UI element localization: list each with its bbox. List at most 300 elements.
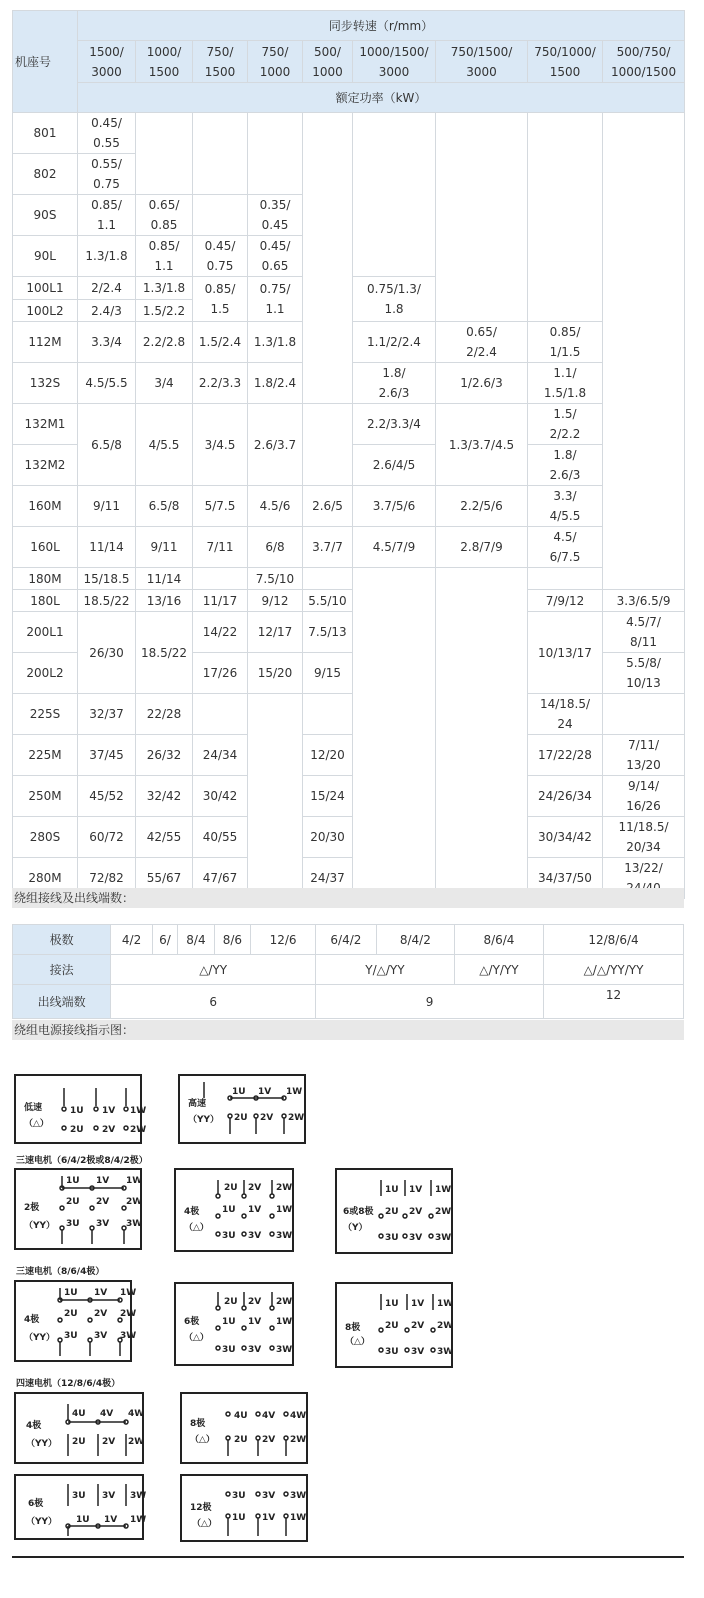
terminal-3v: 3V [248, 1345, 262, 1355]
speed-label: 高速 [188, 1099, 207, 1109]
power-cell: 12/20 [303, 735, 353, 776]
speed-header: 同步转速（r/mm） [78, 11, 685, 41]
conn-label: （△） [184, 1333, 209, 1343]
frame-cell: 160L [13, 527, 78, 568]
terminals-cell: 9 [316, 985, 544, 1019]
terminal-3v: 3V [102, 1491, 116, 1501]
wiring-svg [176, 1284, 296, 1368]
power-cell: 4/5.5 [136, 404, 193, 486]
terminal-4w: 4W [128, 1409, 145, 1419]
power-cell: 1.1/ 1.5/1.8 [528, 363, 603, 404]
conn-label: （△） [184, 1223, 209, 1233]
diagram-2-pole [14, 1168, 142, 1250]
terminal-2v: 2V [248, 1297, 262, 1307]
terminal-2v: 2V [409, 1207, 423, 1217]
power-cell: 2.8/7/9 [436, 527, 528, 568]
terminal-3w: 3W [126, 1219, 143, 1229]
power-cell: 24/34 [193, 735, 248, 776]
terminal-2w: 2W [290, 1435, 307, 1445]
wiring-svg [176, 1170, 296, 1254]
empty-cell [193, 195, 248, 236]
pole-cell: 4/2 [111, 925, 153, 955]
empty-cell [193, 694, 248, 735]
terminal-2v: 2V [411, 1321, 425, 1331]
empty-cell [303, 113, 353, 404]
power-cell: 0.65/ 0.85 [136, 195, 193, 236]
empty-cell [136, 113, 193, 195]
terminal-1v: 1V [248, 1317, 262, 1327]
power-cell: 1.8/2.4 [248, 363, 303, 404]
terminal-2u: 2U [234, 1113, 248, 1123]
terminal-3w: 3W [276, 1345, 293, 1355]
power-cell: 18.5/22 [78, 590, 136, 612]
power-cell: 3.7/7 [303, 527, 353, 568]
terminal-4u: 4U [234, 1411, 248, 1421]
terminal-3v: 3V [411, 1347, 425, 1357]
pole-cell: 12/6 [251, 925, 316, 955]
wiring-svg [16, 1394, 146, 1466]
power-cell: 5.5/8/ 10/13 [603, 653, 685, 694]
terminal-2v: 2V [102, 1437, 116, 1447]
wiring-svg [182, 1476, 310, 1544]
terminal-3v: 3V [248, 1231, 262, 1241]
terminal-2w: 2W [276, 1297, 293, 1307]
power-cell: 20/30 [303, 817, 353, 858]
speed-col-4: 750/ 1000 [248, 41, 303, 83]
power-cell: 1.3/1.8 [136, 277, 193, 300]
power-cell: 60/72 [78, 817, 136, 858]
terminal-2v: 2V [260, 1113, 274, 1123]
power-cell: 7/9/12 [528, 590, 603, 612]
power-cell: 2.2/2.8 [136, 322, 193, 363]
power-cell: 2.2/3.3 [193, 363, 248, 404]
power-cell: 17/22/28 [528, 735, 603, 776]
terminal-1u: 1U [222, 1317, 236, 1327]
empty-cell [303, 404, 353, 486]
power-cell: 15/20 [248, 653, 303, 694]
diagram-6-pole-four-speed [14, 1474, 147, 1540]
empty-cell [248, 113, 303, 195]
frame-cell: 132M2 [13, 445, 78, 486]
empty-cell [436, 113, 528, 322]
power-cell: 4.5/5.5 [78, 363, 136, 404]
power-cell: 7.5/10 [248, 568, 303, 590]
diagram-4-pole-yy [14, 1280, 137, 1362]
diagram-4-pole [174, 1168, 294, 1252]
terminal-1u: 1U [66, 1176, 80, 1186]
wiring-svg [180, 1076, 308, 1146]
terminal-1w: 1W [276, 1205, 293, 1215]
frame-cell: 112M [13, 322, 78, 363]
bottom-divider [12, 1556, 684, 1558]
terminal-1v: 1V [411, 1299, 425, 1309]
diagram-low-speed [14, 1074, 147, 1144]
power-cell: 34/37/50 [528, 858, 603, 899]
terminal-3v: 3V [409, 1233, 423, 1243]
method-label: 接法 [13, 955, 111, 985]
pole-label: 6或8极 [343, 1207, 374, 1217]
terminal-1u: 1U [385, 1185, 399, 1195]
connection-table [12, 924, 684, 1019]
terminal-2v: 2V [96, 1197, 110, 1207]
method-cell: △/△/YY/YY [544, 955, 684, 985]
power-cell: 7/11/ 13/20 [603, 735, 685, 776]
power-cell: 0.45/ 0.65 [248, 236, 303, 277]
terminals-cell: 12 [544, 985, 684, 1019]
pole-cell: 8/4 [178, 925, 214, 955]
power-cell: 42/55 [136, 817, 193, 858]
terminal-2u: 2U [72, 1437, 86, 1447]
power-cell: 0.45/ 0.55 [78, 113, 136, 154]
power-cell: 1.3/1.8 [248, 322, 303, 363]
power-cell: 55/67 [136, 858, 193, 899]
empty-cell [436, 568, 528, 899]
pole-label: 4极 [24, 1315, 40, 1325]
terminal-3u: 3U [385, 1233, 399, 1243]
power-cell: 4.5/7/ 8/11 [603, 612, 685, 653]
power-cell: 3.7/5/6 [353, 486, 436, 527]
power-cell: 9/15 [303, 653, 353, 694]
power-cell: 32/37 [78, 694, 136, 735]
power-cell: 2.6/3.7 [248, 404, 303, 486]
terminal-3v: 3V [94, 1331, 108, 1341]
conn-label: （YY） [24, 1221, 56, 1231]
diagram-12-pole [180, 1474, 308, 1542]
power-cell: 3.3/4 [78, 322, 136, 363]
section-three-speed-a: 三速电机（6/4/2极或8/4/2极） [16, 1156, 148, 1166]
power-cell: 2/2.4 [78, 277, 136, 300]
power-cell: 9/11 [136, 527, 193, 568]
frame-cell: 225S [13, 694, 78, 735]
frame-cell: 200L2 [13, 653, 78, 694]
empty-cell [193, 113, 248, 195]
power-cell: 3.3/ 4/5.5 [528, 486, 603, 527]
power-cell: 1.5/2.2 [136, 300, 193, 322]
power-cell: 40/55 [193, 817, 248, 858]
diagram-8-pole-four-speed [180, 1392, 308, 1464]
terminal-3u: 3U [66, 1219, 80, 1229]
terminal-1u: 1U [232, 1513, 246, 1523]
empty-cell [193, 568, 248, 590]
conn-label: （YY） [26, 1439, 58, 1449]
power-cell: 9/11 [78, 486, 136, 527]
terminal-1w: 1W [120, 1288, 137, 1298]
power-cell: 3/4 [136, 363, 193, 404]
terminal-2w: 2W [126, 1197, 143, 1207]
terminal-1w: 1W [437, 1299, 454, 1309]
empty-cell [603, 694, 685, 735]
power-cell: 0.85/ 1.5 [193, 277, 248, 322]
wiring-svg [16, 1076, 147, 1146]
terminal-2w: 2W [128, 1437, 145, 1447]
power-cell: 0.45/ 0.75 [193, 236, 248, 277]
power-cell: 1.8/ 2.6/3 [528, 445, 603, 486]
terminal-3v: 3V [262, 1491, 276, 1501]
pole-cell: 8/6/4 [454, 925, 543, 955]
terminal-1v: 1V [248, 1205, 262, 1215]
terminal-1v: 1V [262, 1513, 276, 1523]
frame-cell: 280M [13, 858, 78, 899]
power-cell: 1.3/3.7/4.5 [436, 404, 528, 486]
power-cell: 6.5/8 [136, 486, 193, 527]
conn-label: （YY） [188, 1115, 220, 1125]
power-cell: 37/45 [78, 735, 136, 776]
method-cell: △/Y/YY [454, 955, 543, 985]
power-cell: 7.5/13 [303, 612, 353, 653]
power-cell: 13/22/ [603, 858, 685, 899]
terminal-2u: 2U [66, 1197, 80, 1207]
empty-cell [528, 568, 603, 590]
empty-cell [353, 113, 436, 277]
power-cell: 1.3/1.8 [78, 236, 136, 277]
terminal-1u: 1U [385, 1299, 399, 1309]
terminal-1w: 1W [126, 1176, 143, 1186]
speed-col-8: 750/1000/ 1500 [528, 41, 603, 83]
terminal-1u: 1U [76, 1515, 90, 1525]
power-cell: 0.65/ 2/2.4 [436, 322, 528, 363]
terminal-2w: 2W [130, 1125, 147, 1135]
terminal-2v: 2V [262, 1435, 276, 1445]
power-cell: 9/12 [248, 590, 303, 612]
power-cell: 0.85/ 1.1 [78, 195, 136, 236]
terminal-2w: 2W [288, 1113, 305, 1123]
speed-col-5: 500/ 1000 [303, 41, 353, 83]
terminal-1v: 1V [94, 1288, 108, 1298]
wiring-svg [16, 1170, 144, 1252]
terminal-2w: 2W [120, 1309, 137, 1319]
terminal-3w: 3W [130, 1491, 147, 1501]
power-cell: 18.5/22 [136, 612, 193, 694]
terminal-2u: 2U [385, 1207, 399, 1217]
terminal-2u: 2U [224, 1297, 238, 1307]
terminal-1v: 1V [409, 1185, 423, 1195]
frame-cell: 90S [13, 195, 78, 236]
empty-cell [303, 568, 353, 590]
power-cell: 11/17 [193, 590, 248, 612]
terminal-2v: 2V [94, 1309, 108, 1319]
power-cell: 1.5/ 2/2.2 [528, 404, 603, 445]
power-cell: 6/8 [248, 527, 303, 568]
terminal-2u: 2U [234, 1435, 248, 1445]
conn-label: （△） [24, 1119, 49, 1129]
power-cell: 30/34/42 [528, 817, 603, 858]
frame-cell: 200L1 [13, 612, 78, 653]
terminal-1w: 1W [130, 1515, 147, 1525]
frame-cell: 180L [13, 590, 78, 612]
terminal-4v: 4V [262, 1411, 276, 1421]
pole-label: 4极 [184, 1207, 200, 1217]
terminal-3u: 3U [222, 1345, 236, 1355]
power-cell: 5.5/10 [303, 590, 353, 612]
power-cell: 7/11 [193, 527, 248, 568]
pole-label: 8极 [190, 1419, 206, 1429]
terminal-1w: 1W [130, 1106, 147, 1116]
power-cell: 2.6/4/5 [353, 445, 436, 486]
wiring-svg [16, 1282, 137, 1364]
terminals-label: 出线端数 [13, 985, 111, 1019]
terminal-1v: 1V [104, 1515, 118, 1525]
speed-label: 低速 [24, 1103, 43, 1113]
power-cell: 15/18.5 [78, 568, 136, 590]
power-cell: 3.3/6.5/9 [603, 590, 685, 612]
terminal-3u: 3U [72, 1491, 86, 1501]
pole-label: 6极 [28, 1499, 44, 1509]
method-cell: △/YY [111, 955, 316, 985]
power-cell: 30/42 [193, 776, 248, 817]
method-cell: Y/△/YY [316, 955, 455, 985]
power-cell: 24/37 [303, 858, 353, 899]
winding-caption: 绕组接线及出线端数： [12, 888, 684, 908]
power-cell: 0.75/1.3/ 1.8 [353, 277, 436, 322]
terminals-cell: 6 [111, 985, 316, 1019]
frame-cell: 225M [13, 735, 78, 776]
conn-label: （Y） [343, 1223, 368, 1233]
frame-cell: 100L1 [13, 277, 78, 300]
power-cell: 6.5/8 [78, 404, 136, 486]
frame-cell: 802 [13, 154, 78, 195]
power-cell: 4.5/6 [248, 486, 303, 527]
frame-cell: 100L2 [13, 300, 78, 322]
power-cell: 0.85/ 1.1 [136, 236, 193, 277]
terminal-3w: 3W [435, 1233, 452, 1243]
power-cell: 45/52 [78, 776, 136, 817]
power-cell: 15/24 [303, 776, 353, 817]
power-cell: 72/82 [78, 858, 136, 899]
power-table [12, 10, 685, 899]
speed-col-7: 750/1500/ 3000 [436, 41, 528, 83]
terminal-3u: 3U [232, 1491, 246, 1501]
power-cell: 1/2.6/3 [436, 363, 528, 404]
terminal-3w: 3W [120, 1331, 137, 1341]
diagram-high-speed [178, 1074, 306, 1144]
terminal-1w: 1W [435, 1185, 452, 1195]
terminal-1u: 1U [232, 1087, 246, 1097]
terminal-2v: 2V [248, 1183, 262, 1193]
terminal-3v: 3V [96, 1219, 110, 1229]
power-cell: 1.8/ 2.6/3 [353, 363, 436, 404]
terminal-2w: 2W [435, 1207, 452, 1217]
pole-cell: 6/ [152, 925, 177, 955]
pole-label: 8极 [345, 1323, 361, 1333]
terminal-3u: 3U [64, 1331, 78, 1341]
power-cell: 0.35/ 0.45 [248, 195, 303, 236]
conn-label: （YY） [26, 1517, 58, 1527]
power-cell: 2.4/3 [78, 300, 136, 322]
power-cell: 9/14/ 16/26 [603, 776, 685, 817]
frame-cell: 180M [13, 568, 78, 590]
pole-cell: 8/6 [214, 925, 250, 955]
frame-header: 机座号 [13, 11, 78, 113]
empty-cell [303, 694, 353, 735]
terminal-4v: 4V [100, 1409, 114, 1419]
terminal-3u: 3U [222, 1231, 236, 1241]
power-cell: 26/32 [136, 735, 193, 776]
power-cell: 2.2/3.3/4 [353, 404, 436, 445]
power-cell: 12/17 [248, 612, 303, 653]
terminal-1v: 1V [102, 1106, 116, 1116]
frame-cell: 801 [13, 113, 78, 154]
conn-label: （△） [192, 1519, 217, 1529]
terminal-2u: 2U [70, 1125, 84, 1135]
conn-label: （△） [190, 1435, 215, 1445]
power-cell: 3/4.5 [193, 404, 248, 486]
frame-cell: 280S [13, 817, 78, 858]
terminal-3w: 3W [437, 1347, 454, 1357]
empty-cell [353, 568, 436, 899]
power-cell: 11/18.5/ 20/34 [603, 817, 685, 858]
diagram-6-or-8-pole [335, 1168, 453, 1254]
power-cell: 17/26 [193, 653, 248, 694]
diagram-4-pole-four-speed [14, 1392, 144, 1464]
frame-cell: 132M1 [13, 404, 78, 445]
terminal-1u: 1U [222, 1205, 236, 1215]
wiring-svg [182, 1394, 310, 1466]
power-cell: 24/26/34 [528, 776, 603, 817]
power-header: 额定功率（kW） [78, 83, 685, 113]
diagram-6-pole [174, 1282, 294, 1366]
conn-label: （△） [345, 1337, 370, 1347]
terminal-1v: 1V [96, 1176, 110, 1186]
terminal-1w: 1W [276, 1317, 293, 1327]
terminal-1v: 1V [258, 1087, 272, 1097]
speed-col-2: 1000/ 1500 [136, 41, 193, 83]
frame-cell: 90L [13, 236, 78, 277]
pole-label: 4极 [26, 1421, 42, 1431]
power-cell: 1.1/2/2.4 [353, 322, 436, 363]
pole-cell: 12/8/6/4 [544, 925, 684, 955]
terminal-2u: 2U [64, 1309, 78, 1319]
frame-cell: 132S [13, 363, 78, 404]
pole-cell: 6/4/2 [316, 925, 377, 955]
terminal-2u: 2U [385, 1321, 399, 1331]
power-cell: 5/7.5 [193, 486, 248, 527]
power-cell: 2.6/5 [303, 486, 353, 527]
pole-cell: 8/4/2 [376, 925, 454, 955]
power-cell: 13/16 [136, 590, 193, 612]
terminal-1w: 1W [290, 1513, 307, 1523]
power-cell: 0.75/ 1.1 [248, 277, 303, 322]
speed-col-9: 500/750/ 1000/1500 [603, 41, 685, 83]
section-three-speed-b: 三速电机（8/6/4极） [16, 1267, 105, 1277]
power-cell: 4.5/7/9 [353, 527, 436, 568]
section-four-speed: 四速电机（12/8/6/4极） [16, 1379, 121, 1389]
power-cell: 11/14 [78, 527, 136, 568]
power-cell: 32/42 [136, 776, 193, 817]
terminal-4u: 4U [72, 1409, 86, 1419]
diagram-8-pole [335, 1282, 453, 1368]
wiring-svg [337, 1170, 455, 1256]
empty-cell [528, 113, 603, 322]
power-cell: 1.5/2.4 [193, 322, 248, 363]
power-cell: 2.2/5/6 [436, 486, 528, 527]
speed-col-3: 750/ 1500 [193, 41, 248, 83]
power-cell: 14/22 [193, 612, 248, 653]
terminal-3u: 3U [385, 1347, 399, 1357]
power-cell: 22/28 [136, 694, 193, 735]
frame-cell: 160M [13, 486, 78, 527]
terminal-1u: 1U [70, 1106, 84, 1116]
power-cell: 0.55/ 0.75 [78, 154, 136, 195]
empty-cell [603, 113, 685, 590]
power-cell: 47/67 [193, 858, 248, 899]
terminal-2w: 2W [437, 1321, 454, 1331]
wiring-svg [16, 1476, 146, 1542]
frame-cell: 250M [13, 776, 78, 817]
power-cell: 0.85/ 1/1.5 [528, 322, 603, 363]
power-cell: 11/14 [136, 568, 193, 590]
power-cell: 10/13/17 [528, 612, 603, 694]
terminal-1u: 1U [64, 1288, 78, 1298]
